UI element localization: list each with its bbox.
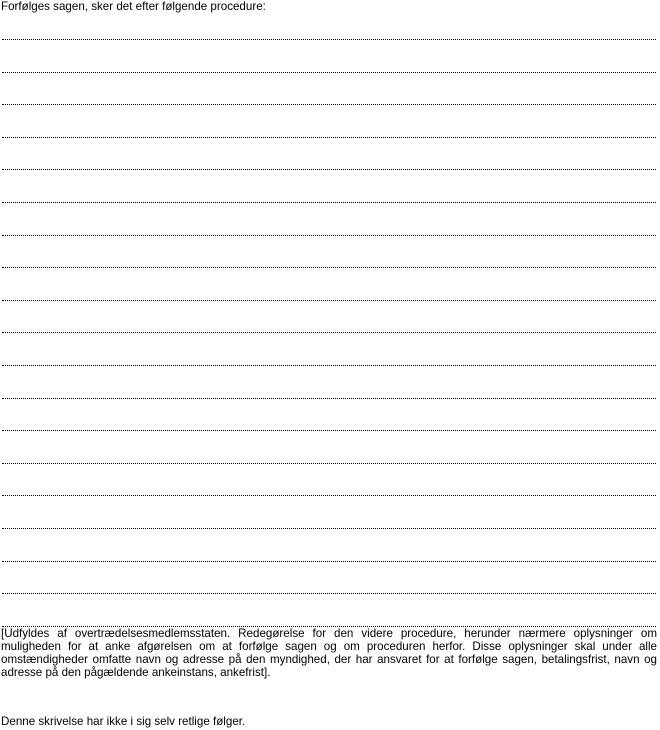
blank-fill-line bbox=[2, 300, 656, 301]
closing-statement: Denne skrivelse har ikke i sig selv retlige følger. bbox=[1, 715, 246, 728]
blank-fill-line bbox=[2, 561, 656, 562]
blank-fill-line bbox=[2, 104, 656, 105]
blank-fill-line bbox=[2, 267, 656, 268]
blank-fill-line bbox=[2, 528, 656, 529]
blank-fill-line bbox=[2, 430, 656, 431]
blank-fill-line bbox=[2, 39, 656, 40]
instruction-note: [Udfyldes af overtrædelsesmedlemsstaten. Redegørelse for den videre procedure, herunder nærmere oplysninger om muligheden for at anke afgørelsen om at forfølge sagen og om proceduren herfor. Disse oplysninger skal under alle omstændigheder omfatte navn og adresse på den myndighed, der har ansvaret for at forfølge sagen, betalingsfrist, navn og adresse på den pågældende ankeinstans, ankefrist]. bbox=[1, 627, 657, 679]
blank-fill-line bbox=[2, 593, 656, 594]
blank-fill-line bbox=[2, 463, 656, 464]
blank-fill-line bbox=[2, 365, 656, 366]
blank-fill-line bbox=[2, 72, 656, 73]
procedure-intro: Forfølges sagen, sker det efter følgende procedure: bbox=[1, 0, 266, 13]
blank-fill-line bbox=[2, 202, 656, 203]
blank-fill-line bbox=[2, 398, 656, 399]
blank-fill-line bbox=[2, 169, 656, 170]
blank-fill-line bbox=[2, 495, 656, 496]
blank-fill-line bbox=[2, 137, 656, 138]
blank-fill-line bbox=[2, 235, 656, 236]
blank-fill-line bbox=[2, 332, 656, 333]
